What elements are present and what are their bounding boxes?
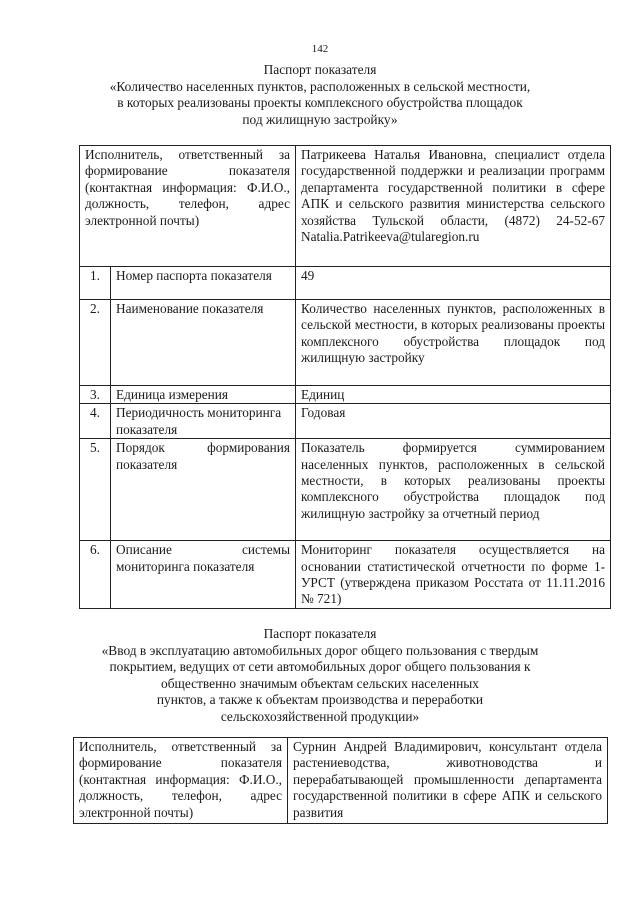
row-label: Порядок формирования показателя	[111, 439, 296, 541]
passport2-table	[73, 737, 608, 824]
passport2-title: Паспорт показателя	[263, 626, 377, 641]
row-value: Показатель формируется суммированием населенных пунктов, расположенных в сельской местности, в которых реализованы проекты комплексного обустройства площадок под жилищную застройку за отчетный период	[296, 439, 611, 541]
passport1-subtitle-line: «Количество населенных пунктов, расположенных в сельской местности,	[109, 78, 531, 94]
row-number: 4.	[80, 404, 111, 439]
row-number: 6.	[80, 541, 111, 609]
passport2-subtitle-line: сельскохозяйственной продукции»	[220, 708, 420, 724]
table-row	[80, 386, 611, 404]
passport2-subtitle-line: пунктов, а также к объектам производства и переработки	[156, 692, 484, 708]
passport2-subtitle-line: «Ввод в эксплуатацию автомобильных дорог общего пользования с твердым	[101, 642, 539, 658]
page-number: 142	[311, 43, 329, 55]
passport1-subtitle-line: в которых реализованы проекты комплексного обустройства площадок	[117, 95, 523, 111]
table-row	[80, 267, 611, 300]
passport1-table	[79, 145, 611, 609]
table-row	[80, 300, 611, 386]
passport1-heading	[0, 62, 640, 128]
row-value: Единиц	[296, 386, 611, 404]
table-row	[80, 146, 611, 267]
row-value: 49	[296, 267, 611, 300]
passport2-subtitle-line: общественно значимым объектам сельских населенных	[161, 675, 479, 691]
table-row	[80, 439, 611, 541]
row-label: Наименование показателя	[111, 300, 296, 386]
table-row	[80, 404, 611, 439]
executor-label: Исполнитель, ответственный за формирование показателя (контактная информация: Ф.И.О., должность, телефон, адрес электронной почты)	[74, 738, 288, 824]
row-label: Единица измерения	[111, 386, 296, 404]
passport2-subtitle-line: покрытием, ведущих от сети автомобильных дорог общего пользования к	[109, 659, 531, 675]
row-number: 1.	[80, 267, 111, 300]
passport1-title: Паспорт показателя	[263, 62, 377, 77]
table-row	[74, 738, 608, 824]
executor-value: Сурнин Андрей Владимирович, консультант отдела растениеводства, животноводства и перерабатывающей промышленности департамента государственной политики в сфере АПК и сельского развития	[288, 738, 608, 824]
executor-value: Патрикеева Наталья Ивановна, специалист отдела государственной поддержки и реализации программ департамента государственной политики в сфере АПК и сельского развития министерства сельского хозяйства Тульской области, (4872) 24-52-67 Natalia.Patrikeeva@tularegion.ru	[296, 146, 611, 267]
row-number: 5.	[80, 439, 111, 541]
row-label: Описание системы мониторинга показателя	[111, 541, 296, 609]
row-value: Количество населенных пунктов, расположенных в сельской местности, в которых реализованы проекты комплексного обустройства площадок под жилищную застройку	[296, 300, 611, 386]
row-label: Периодичность мониторинга показателя	[111, 404, 296, 439]
row-label: Номер паспорта показателя	[111, 267, 296, 300]
row-number: 3.	[80, 386, 111, 404]
passport1-subtitle-line: под жилищную застройку»	[242, 111, 398, 127]
row-value: Мониторинг показателя осуществляется на основании статистической отчетности по форме 1-УРСТ (утверждена приказом Росстата от 11.11.2016 № 721)	[296, 541, 611, 609]
executor-label: Исполнитель, ответственный за формирование показателя (контактная информация: Ф.И.О., должность, телефон, адрес электронной почты)	[80, 146, 296, 267]
row-number: 2.	[80, 300, 111, 386]
table-row	[80, 541, 611, 609]
passport2-heading	[0, 626, 640, 726]
row-value: Годовая	[296, 404, 611, 439]
